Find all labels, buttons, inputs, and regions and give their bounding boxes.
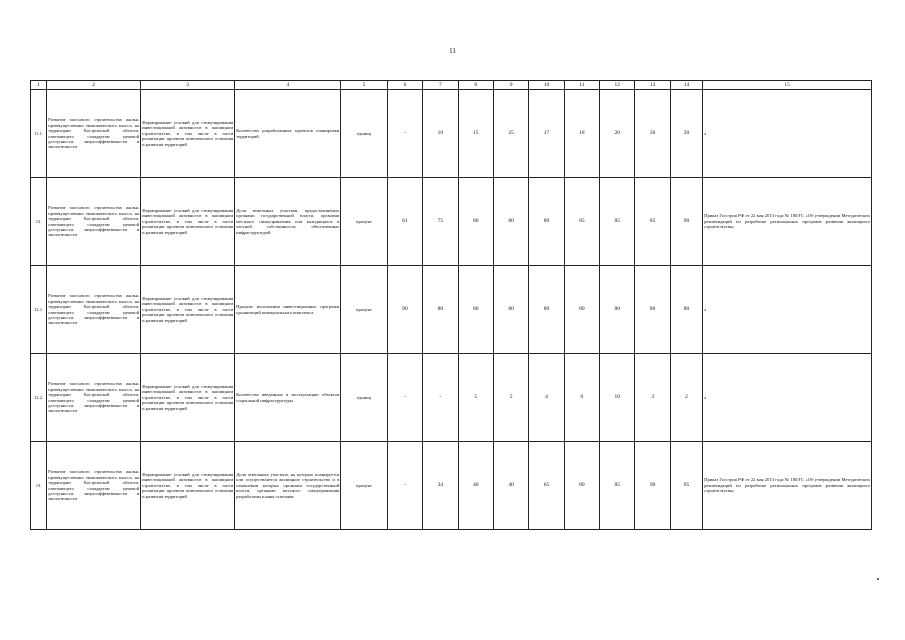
- unit-cell: единиц: [341, 90, 387, 178]
- goal-cell: Развитие массового строительства жилья, преимущественно экономического класса, на территории Костромской области, отвечающего стандартам ценовой доступности, энергоэффективности и экологичности: [47, 354, 141, 442]
- value-cell: 61: [387, 178, 422, 266]
- unit-cell: процент: [341, 442, 387, 530]
- value-cell: 20: [670, 90, 702, 178]
- indicator-cell: Доля земельных участков, предоставляемых органами государственной власти, органами местного самоуправления или находящихся в частной собственности, обеспеченных инфраструктурой: [235, 178, 341, 266]
- indicator-cell: Процент исполнения инвестиционных программ организаций коммунального комплекса: [235, 266, 341, 354]
- column-header: 1: [31, 81, 47, 90]
- value-cell: 5: [493, 354, 528, 442]
- goal-cell: Развитие массового строительства жилья, преимущественно экономического класса, на территории Костромской области, отвечающего стандартам ценовой доступности, энергоэффективности и экологичности: [47, 266, 141, 354]
- value-cell: 40: [493, 442, 528, 530]
- column-header: 15: [703, 81, 872, 90]
- value-cell: 20: [600, 90, 635, 178]
- value-cell: 34: [423, 442, 458, 530]
- task-cell: Формирование условий для стимулирования инвестиционной активности в жилищном строительстве, в том числе в части реализации проектов комплексного освоения и развития территорий: [141, 178, 235, 266]
- value-cell: 80: [387, 266, 422, 354]
- column-header: 2: [47, 81, 141, 90]
- goal-cell: Развитие массового строительства жилья, преимущественно экономического класса, на территории Костромской области, отвечающего стандартам ценовой доступности, энергоэффективности и экологичности: [47, 178, 141, 266]
- note-cell: Приказ Госстроя РФ от 22 мая 2013 года № 180/ГС «Об утверждении Методических рекомендаций по разработке региональных программ развития жилищного строительства»: [703, 178, 872, 266]
- value-cell: 80: [564, 266, 599, 354]
- value-cell: 80: [529, 178, 564, 266]
- value-cell: 17: [529, 90, 564, 178]
- page-number: 11: [449, 47, 456, 55]
- value-cell: 80: [493, 178, 528, 266]
- value-cell: -: [387, 90, 422, 178]
- value-cell: 80: [458, 266, 493, 354]
- value-cell: 5: [458, 354, 493, 442]
- row-number: 12.: [31, 178, 47, 266]
- table-row: [31, 178, 872, 266]
- row-number: 13.: [31, 442, 47, 530]
- scan-speck: [877, 578, 879, 580]
- value-cell: 10: [423, 90, 458, 178]
- value-cell: 0: [564, 354, 599, 442]
- task-cell: Формирование условий для стимулирования инвестиционной активности в жилищном строительстве, в том числе в части реализации проектов комплексного освоения и развития территорий: [141, 266, 235, 354]
- indicator-cell: Количество разработанных проектов планировки территорий: [235, 90, 341, 178]
- value-cell: -: [387, 442, 422, 530]
- task-cell: Формирование условий для стимулирования инвестиционной активности в жилищном строительстве, в том числе в части реализации проектов комплексного освоения и развития территорий: [141, 90, 235, 178]
- value-cell: 85: [635, 178, 670, 266]
- value-cell: 25: [493, 90, 528, 178]
- note-cell: х: [703, 354, 872, 442]
- table-row: [31, 266, 872, 354]
- value-cell: 85: [564, 178, 599, 266]
- value-cell: 80: [458, 178, 493, 266]
- value-cell: 80: [529, 266, 564, 354]
- value-cell: 80: [493, 266, 528, 354]
- note-cell: х: [703, 266, 872, 354]
- value-cell: 80: [564, 442, 599, 530]
- value-cell: 95: [670, 442, 702, 530]
- value-cell: 3: [635, 354, 670, 442]
- column-header: 11: [564, 81, 599, 90]
- value-cell: 20: [635, 90, 670, 178]
- column-header: 14: [670, 81, 702, 90]
- note-cell: х: [703, 90, 872, 178]
- value-cell: 80: [670, 266, 702, 354]
- row-number: 12.1.: [31, 266, 47, 354]
- value-cell: 85: [600, 178, 635, 266]
- note-cell: Приказ Госстроя РФ от 22 мая 2013 года № 180/ГС «Об утверждении Методических рекомендаций по разработке региональных программ развития жилищного строительства»: [703, 442, 872, 530]
- value-cell: 80: [600, 266, 635, 354]
- goal-cell: Развитие массового строительства жилья, преимущественно экономического класса, на территории Костромской области, отвечающего стандартам ценовой доступности, энергоэффективности и экологичности: [47, 442, 141, 530]
- goal-cell: Развитие массового строительства жилья, преимущественно экономического класса, на территории Костромской области, отвечающего стандартам ценовой доступности, энергоэффективности и экологичности: [47, 90, 141, 178]
- header-row: [31, 81, 872, 90]
- column-header: 5: [341, 81, 387, 90]
- indicator-cell: Доля земельных участков, на которых планируется или осуществляется жилищное строительство и в отношении которых органами государственной власти, органами местного самоуправления разработаны планы освоения: [235, 442, 341, 530]
- column-header: 12: [600, 81, 635, 90]
- value-cell: 15: [458, 90, 493, 178]
- column-header: 13: [635, 81, 670, 90]
- value-cell: 18: [564, 90, 599, 178]
- value-cell: 65: [529, 442, 564, 530]
- value-cell: -: [423, 354, 458, 442]
- row-number: 11.1.: [31, 90, 47, 178]
- value-cell: -: [387, 354, 422, 442]
- indicators-table: [30, 80, 872, 530]
- indicator-cell: Количество введенных в эксплуатацию объектов социальной инфраструктуры: [235, 354, 341, 442]
- value-cell: 85: [600, 442, 635, 530]
- column-header: 6: [387, 81, 422, 90]
- value-cell: 40: [458, 442, 493, 530]
- value-cell: 80: [635, 266, 670, 354]
- column-header: 7: [423, 81, 458, 90]
- value-cell: 10: [600, 354, 635, 442]
- value-cell: 80: [423, 266, 458, 354]
- unit-cell: процент: [341, 178, 387, 266]
- task-cell: Формирование условий для стимулирования инвестиционной активности в жилищном строительстве, в том числе в части реализации проектов комплексного освоения и развития территорий: [141, 354, 235, 442]
- value-cell: 90: [635, 442, 670, 530]
- column-header: 9: [493, 81, 528, 90]
- task-cell: Формирование условий для стимулирования инвестиционной активности в жилищном строительстве, в том числе в части реализации проектов комплексного освоения и развития территорий: [141, 442, 235, 530]
- column-header: 4: [235, 81, 341, 90]
- unit-cell: процент: [341, 266, 387, 354]
- column-header: 8: [458, 81, 493, 90]
- table-row: [31, 90, 872, 178]
- column-header: 10: [529, 81, 564, 90]
- table-row: [31, 442, 872, 530]
- value-cell: 2: [670, 354, 702, 442]
- value-cell: 75: [423, 178, 458, 266]
- row-number: 12.2.: [31, 354, 47, 442]
- value-cell: 4: [529, 354, 564, 442]
- table-row: [31, 354, 872, 442]
- column-header: 3: [141, 81, 235, 90]
- value-cell: 90: [670, 178, 702, 266]
- unit-cell: единиц: [341, 354, 387, 442]
